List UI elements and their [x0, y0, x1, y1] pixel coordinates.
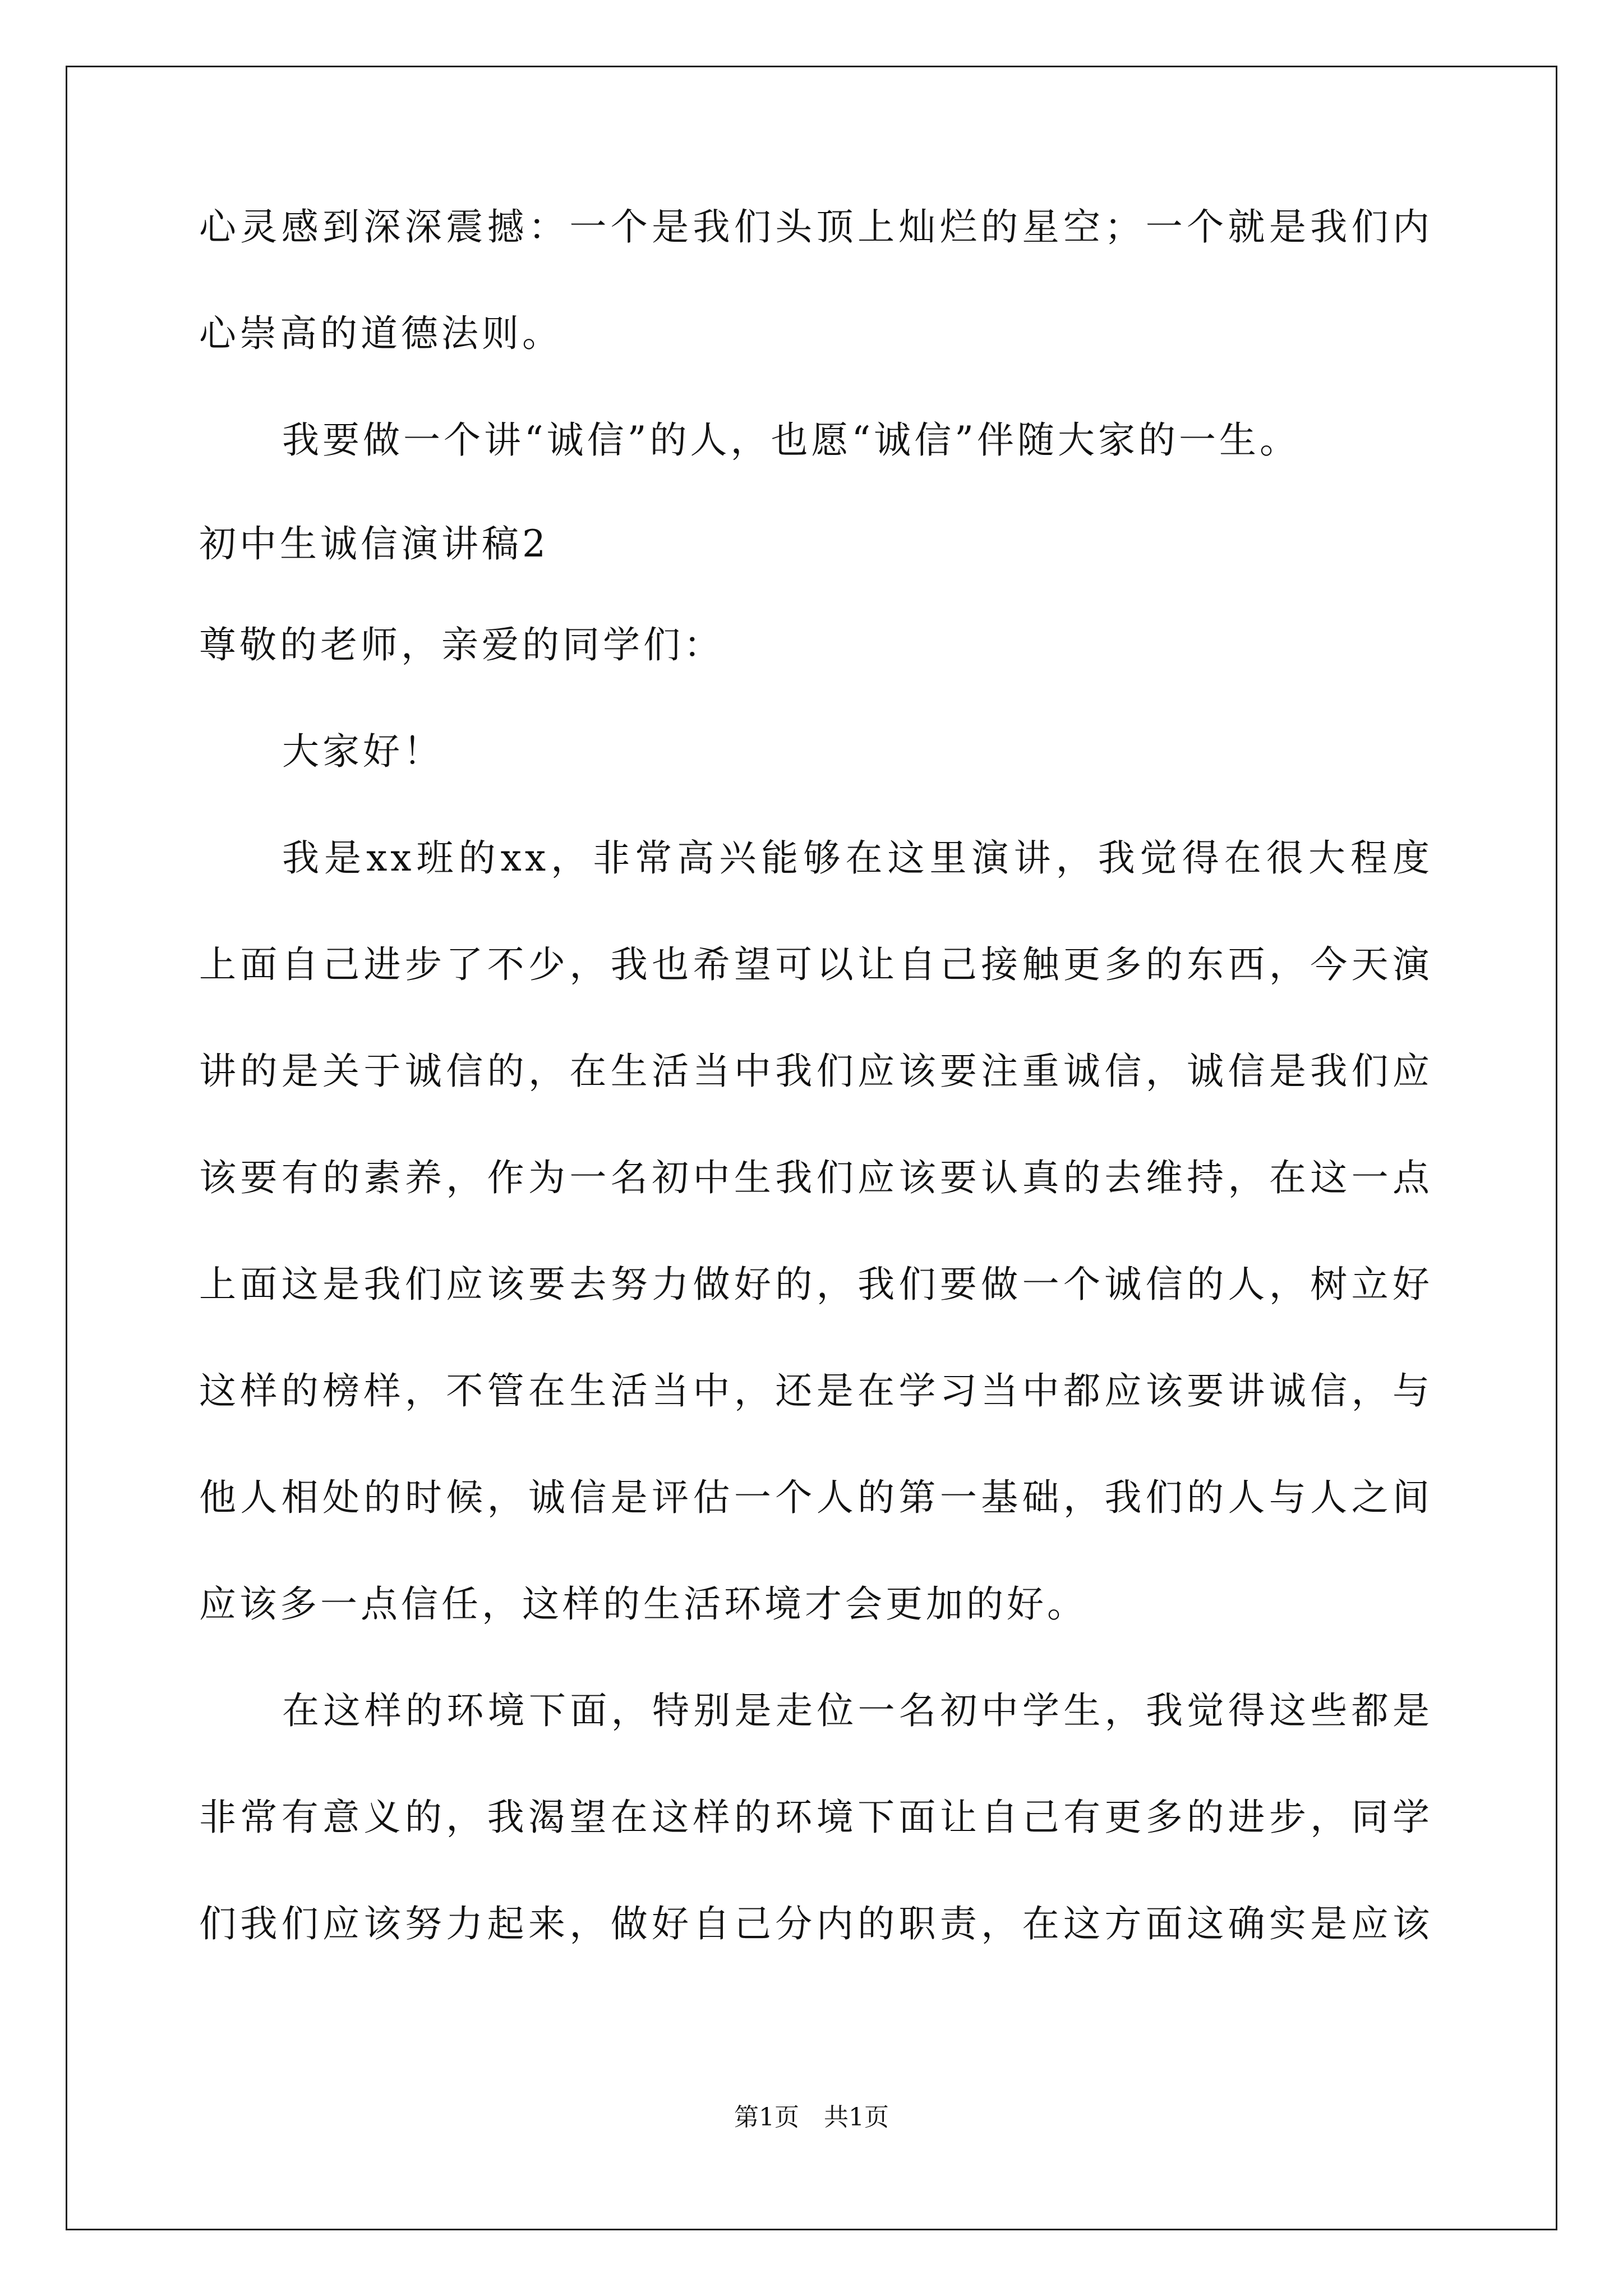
text-line: 上面这是我们应该要去努力做好的，我们要做一个诚信的人，树立好 — [199, 1263, 1433, 1306]
text-line: 我要做一个讲“诚信”的人，也愿“诚信”伴随大家的一生。 — [282, 418, 1300, 462]
page-number-footer: 第1页 共1页 — [734, 2103, 889, 2132]
text-line: 上面自己进步了不少，我也希望可以让自己接触更多的东西，今天演 — [199, 943, 1433, 986]
section-heading: 初中生诚信演讲稿2 — [199, 522, 549, 565]
text-line: 他人相处的时候，诚信是评估一个人的第一基础，我们的人与人之间 — [199, 1476, 1433, 1519]
greeting: 大家好！ — [282, 730, 444, 773]
text-line: 们我们应该努力起来，做好自己分内的职责，在这方面这确实是应该 — [199, 1902, 1433, 1945]
text-line: 心灵感到深深震撼：一个是我们头顶上灿烂的星空；一个就是我们内 — [199, 205, 1433, 249]
text-line: 心崇高的道德法则。 — [199, 312, 562, 355]
text-line: 应该多一点信任，这样的生活环境才会更加的好。 — [199, 1582, 1087, 1626]
text-line: 在这样的环境下面，特别是走位一名初中学生，我觉得这些都是 — [282, 1689, 1433, 1732]
text-line: 该要有的素养，作为一名初中生我们应该要认真的去维持，在这一点 — [199, 1156, 1433, 1199]
text-line: 我是xx班的xx，非常高兴能够在这里演讲，我觉得在很大程度 — [282, 836, 1433, 880]
text-line: 非常有意义的，我渴望在这样的环境下面让自己有更多的进步，同学 — [199, 1796, 1433, 1839]
salutation: 尊敬的老师，亲爱的同学们： — [199, 623, 724, 666]
text-line: 讲的是关于诚信的，在生活当中我们应该要注重诚信，诚信是我们应 — [199, 1050, 1433, 1093]
text-line: 这样的榜样，不管在生活当中，还是在学习当中都应该要讲诚信，与 — [199, 1369, 1433, 1412]
